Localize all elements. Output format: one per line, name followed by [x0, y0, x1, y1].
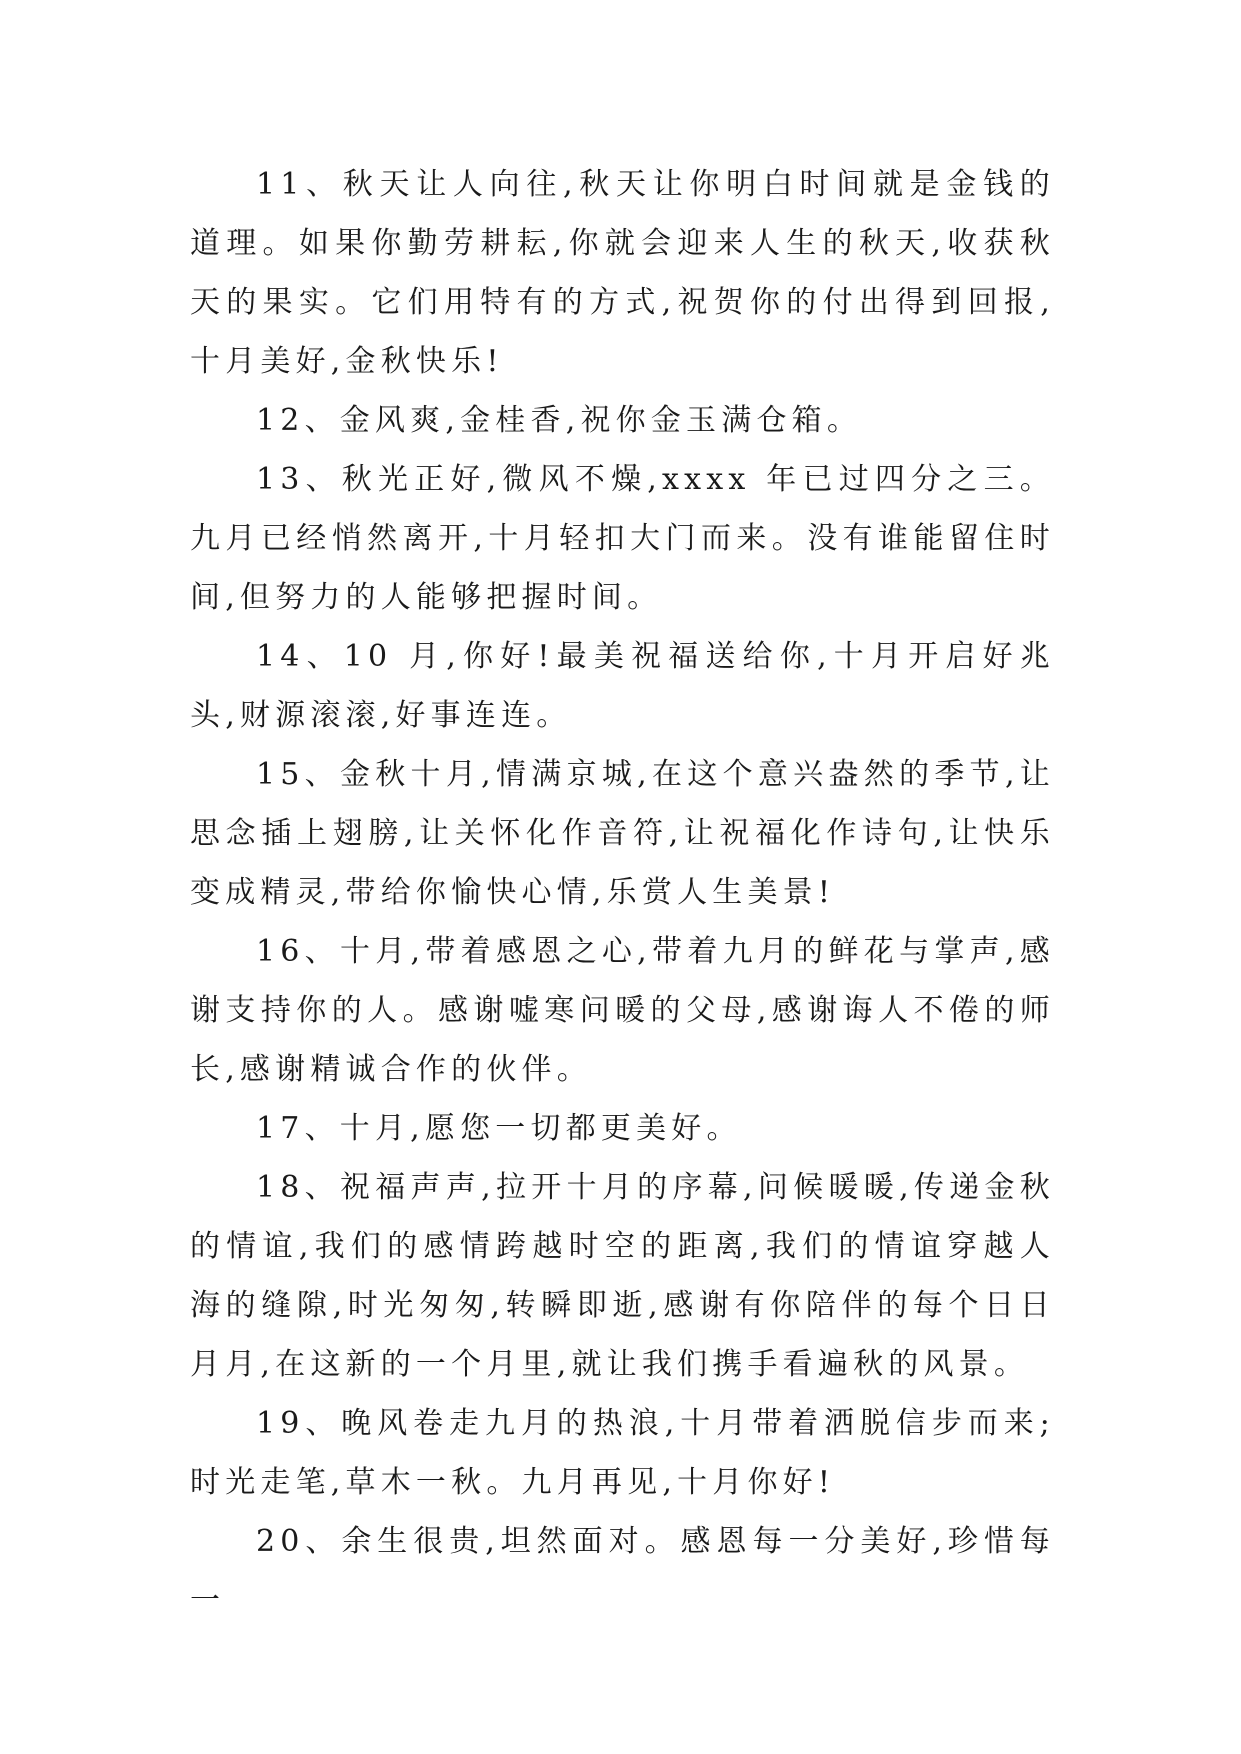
paragraph-15: 15、金秋十月,情满京城,在这个意兴盎然的季节,让思念插上翅膀,让关怀化作音符,让祝福化作诗句,让快乐变成精灵,带给你愉快心情,乐赏人生美景!: [190, 757, 1055, 910]
paragraph-18: 18、祝福声声,拉开十月的序幕,问候暖暖,传递金秋的情谊,我们的感情跨越时空的距离,我们的情谊穿越人海的缝隙,时光匆匆,转瞬即逝,感谢有你陪伴的每个日日月月,在这新的一个月里,就让我们携手看遍秋的风景。: [190, 1170, 1055, 1382]
paragraph-14: 14、10 月,你好!最美祝福送给你,十月开启好兆头,财源滚滚,好事连连。: [190, 639, 1055, 733]
paragraph-12: 12、金风爽,金桂香,祝你金玉满仓箱。: [256, 403, 863, 438]
paragraph-19: 19、晚风卷走九月的热浪,十月带着洒脱信步而来;时光走笔,草木一秋。九月再见,十月你好!: [190, 1406, 1055, 1500]
paragraph-17: 17、十月,愿您一切都更美好。: [256, 1111, 742, 1146]
paragraph-16: 16、十月,带着感恩之心,带着九月的鲜花与掌声,感谢支持你的人。感谢嘘寒问暖的父母,感谢诲人不倦的师长,感谢精诚合作的伙伴。: [190, 934, 1055, 1087]
document-body: [190, 155, 1055, 1630]
paragraph-13: 13、秋光正好,微风不燥,xxxx 年已过四分之三。九月已经悄然离开,十月轻扣大门而来。没有谁能留住时间,但努力的人能够把握时间。: [190, 462, 1055, 615]
paragraph-20: 20、余生很贵,坦然面对。感恩每一分美好,珍惜每一: [190, 1524, 1055, 1618]
paragraph-11: 11、秋天让人向往,秋天让你明白时间就是金钱的道理。如果你勤劳耕耘,你就会迎来人生的秋天,收获秋天的果实。它们用特有的方式,祝贺你的付出得到回报,十月美好,金秋快乐!: [190, 167, 1055, 379]
